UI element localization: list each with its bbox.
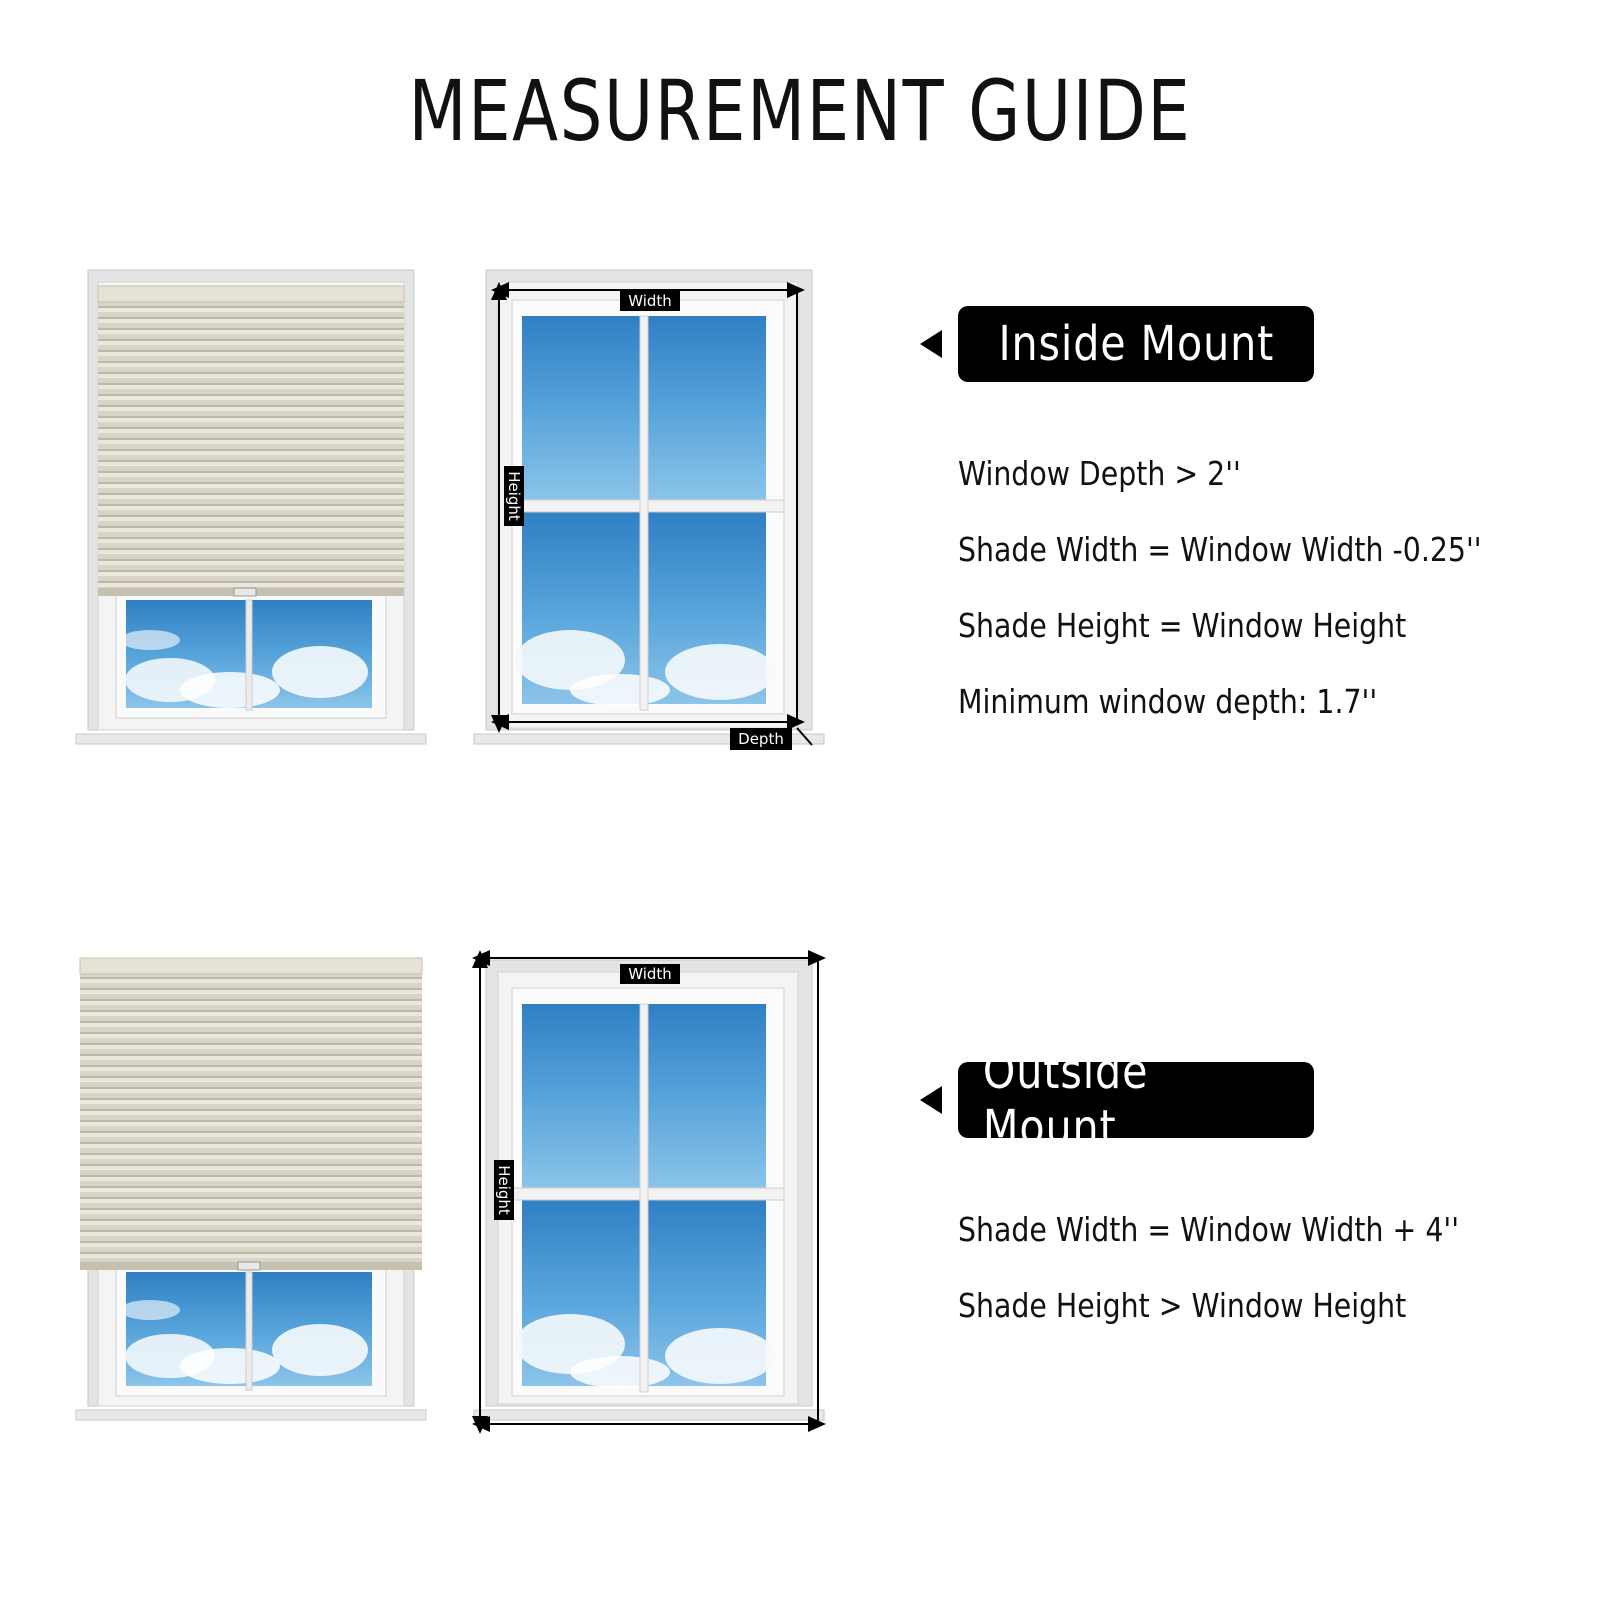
inside-height-label: Height <box>505 471 523 521</box>
inside-spec-height: Shade Height = Window Height <box>958 606 1407 645</box>
inside-mount-pointer-icon <box>920 330 942 358</box>
outside-mount-pointer-icon <box>920 1086 942 1114</box>
outside-width-label: Width <box>628 965 672 983</box>
inside-mount-label-text: Inside Mount <box>998 316 1274 372</box>
inside-depth-label: Depth <box>738 730 784 748</box>
outside-spec-width: Shade Width = Window Width + 4'' <box>958 1210 1460 1249</box>
inside-shade-window <box>76 270 426 744</box>
page-title: MEASUREMENT GUIDE <box>408 62 1192 160</box>
inside-mount-label <box>958 306 1314 382</box>
inside-depth-tag <box>730 728 792 750</box>
inside-spec-min-depth: Minimum window depth: 1.7'' <box>958 682 1378 721</box>
outside-width-tag <box>620 964 680 984</box>
outside-height-label: Height <box>495 1165 513 1215</box>
outside-shade-window <box>76 958 426 1420</box>
outside-height-tag <box>494 1160 514 1220</box>
inside-spec-width: Shade Width = Window Width -0.25'' <box>958 530 1482 569</box>
inside-measure-window <box>474 270 824 750</box>
inside-height-tag <box>504 466 524 526</box>
outside-measure-window <box>474 958 824 1426</box>
outside-mount-label <box>958 1044 1314 1156</box>
inside-width-label: Width <box>628 292 672 310</box>
outside-mount-label-text: Outside Mount <box>982 1044 1149 1156</box>
inside-width-tag <box>620 291 680 311</box>
outside-spec-height: Shade Height > Window Height <box>958 1286 1407 1325</box>
inside-spec-depth: Window Depth > 2'' <box>958 454 1241 493</box>
